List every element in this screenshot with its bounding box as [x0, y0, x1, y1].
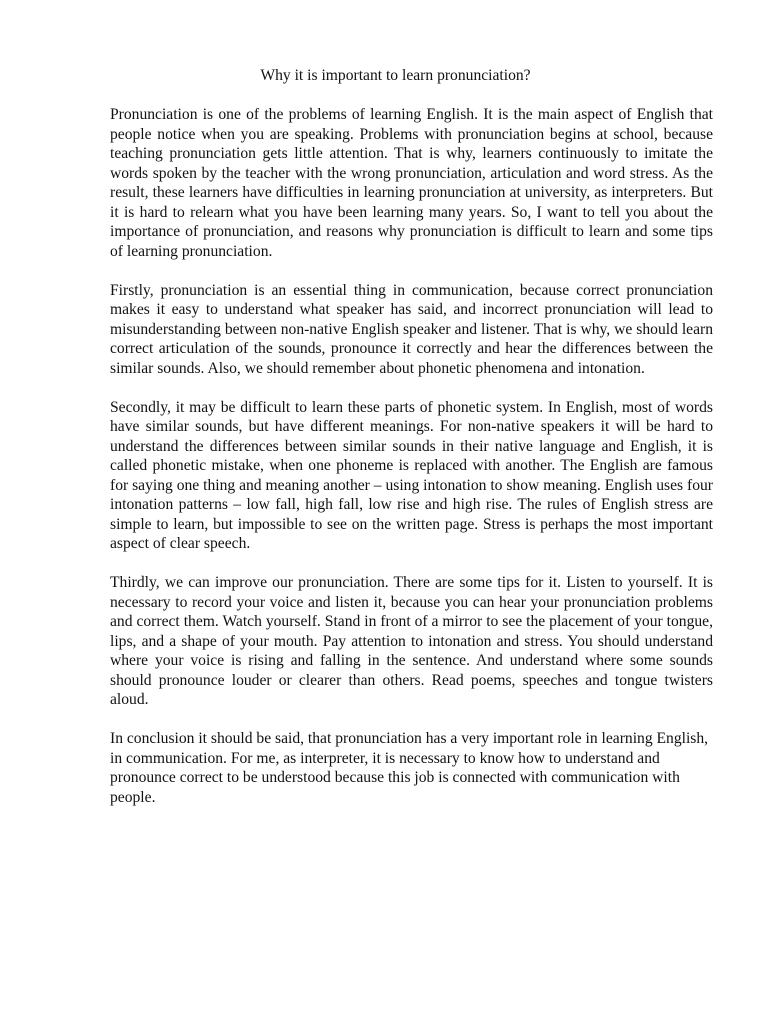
paragraph-thirdly: Thirdly, we can improve our pronunciation. There are some tips for it. Listen to yourself. It is necessary to record your voice and listen it, because you can hear your pronunciation problems and correct them. Watch yourself. Stand in front of a mirror to see the placement of your tongue, lips, and a shape of your mouth. Pay attention to intonation and stress. You should understand where your voice is rising and falling in the sentence. And understand where some sounds should pronounce louder or clearer than others. Read poems, speeches and tongue twisters aloud.: [110, 574, 713, 708]
paragraph-introduction: Pronunciation is one of the problems of learning English. It is the main aspect of English that people notice when you are speaking. Problems with pronunciation begins at school, because teaching pronunciation gets little attention. That is why, learners continuously to imitate the words spoken by the teacher with the wrong pronunciation, articulation and word stress. As the result, these learners have difficulties in learning pronunciation at university, as interpreters. But it is hard to relearn what you have been learning many years. So, I want to tell you about the importance of pronunciation, and reasons why pronunciation is difficult to learn and some tips of learning pronunciation.: [110, 106, 713, 260]
paragraph-firstly: Firstly, pronunciation is an essential thing in communication, because correct pronunciation makes it easy to understand what speaker has said, and incorrect pronunciation will lead to misunderstanding between non-native English speaker and listener. That is why, we should learn correct articulation of the sounds, pronounce it correctly and hear the differences between the similar sounds. Also, we should remember about phonetic phenomena and intonation.: [110, 281, 713, 377]
paragraph-conclusion: In conclusion it should be said, that pronunciation has a very important role in learning English, in communication. For me, as interpreter, it is necessary to know how to understand and pronounce correct to be understood because this job is connected with communication with people.: [110, 730, 709, 806]
paragraph-secondly: Secondly, it may be difficult to learn these parts of phonetic system. In English, most of words have similar sounds, but have different meanings. For non-native speakers it will be hard to understand the differences between similar sounds in their native language and English, it is called phonetic mistake, when one phoneme is replaced with another. The English are famous for saying one thing and meaning another – using intonation to show meaning. English uses four intonation patterns – low fall, high fall, low rise and high rise. The rules of English stress are simple to learn, but impossible to see on the written page. Stress is perhaps the most important aspect of clear speech.: [110, 398, 713, 552]
document-title: Why it is important to learn pronunciation?: [260, 67, 531, 84]
